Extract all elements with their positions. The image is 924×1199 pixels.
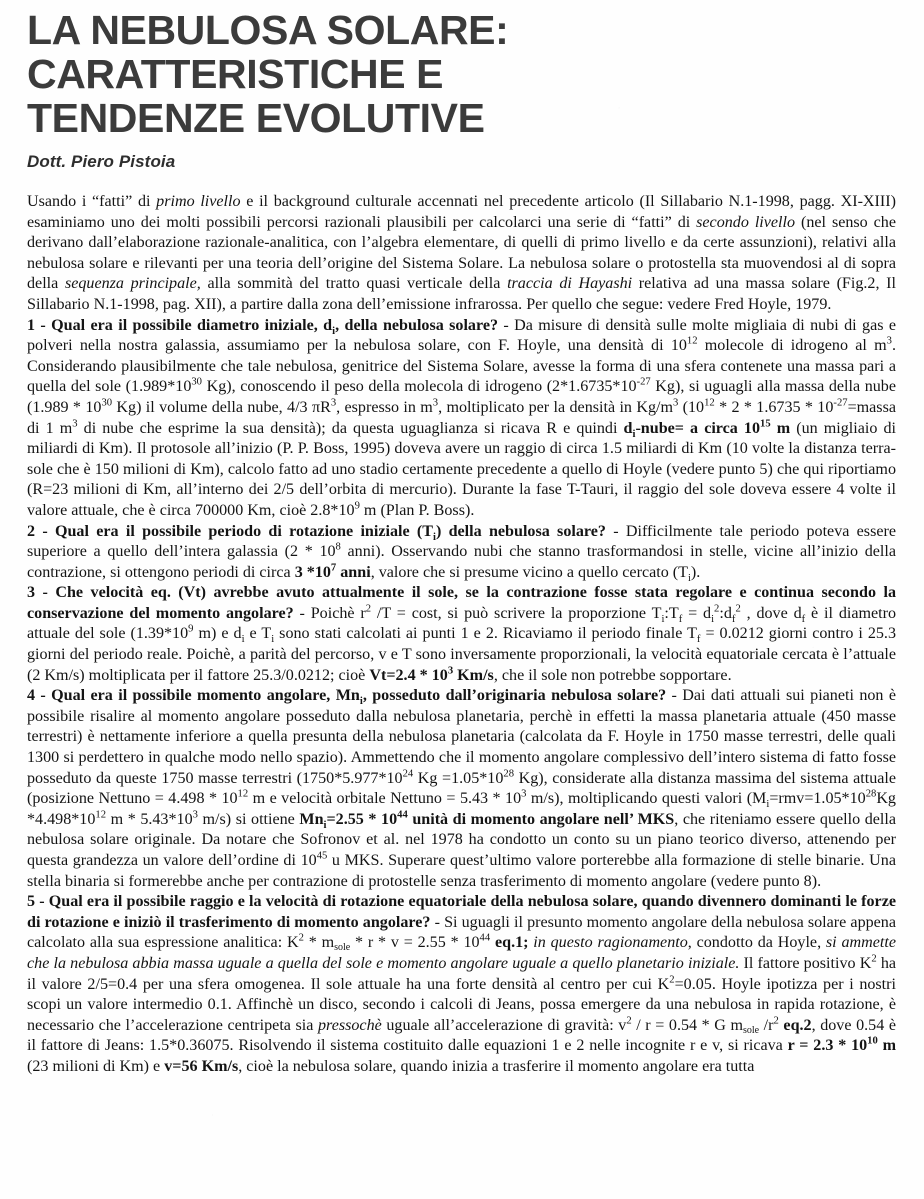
intro-italic-1: primo livello (156, 193, 241, 210)
section-2-heading: 2 - Qual era il possibile periodo di rotazione iniziale $(T_i)$ della nebulosa solare? (27, 522, 606, 543)
intro-italic-3: sequenza principale, (64, 275, 201, 293)
intro-text-3: (nel senso che derivano dall’elaborazione razionale-analitica, con l’algebra elementare, di quelli di primo livello e da certe assunzioni), relativi alla nebulosa solare e rilevanti per una teoria dell’origine del Sistema Solare. La nebulosa solare o protostella sta muovendosi al di sopra della (27, 213, 896, 293)
section-2-result: 3 $*10^7$ anni (294, 562, 371, 581)
intro-text-4: alla sommità del tratto quasi verticale della (200, 275, 508, 293)
intro-paragraph (27, 192, 896, 316)
section-5-heading: 5 - Qual era il possibile raggio e la velocità di rotazione equatoriale della nebulosa solare, quando divennero dominanti le forze di rotazione e iniziò il trasferimento di momento angolare? (27, 893, 896, 931)
article-body (27, 192, 896, 1078)
intro-italic-2: secondo livello (696, 213, 796, 231)
page-title (27, 0, 896, 140)
section-5-radius-result: $r = 2.3 * 10^{10}$ m (787, 1035, 897, 1055)
section-1-heading: 1 - Qual era il possibile diametro iniziale, $d_i$, della nebulosa solare? (27, 316, 499, 337)
author-byline: Dott. Piero Pistoia (27, 152, 176, 171)
intro-text-2: e il background culturale accennati nel precedente articolo (Il Sillabario N.1-1998, pagg. XI-XIII) esaminiamo uno dei molti possibili percorsi razionali plausibili per calcolarci una serie di “fatti” di (27, 193, 896, 231)
intro-text-5: relativa ad una massa solare (Fig.2, Il Sillabario N.1-1998, pag. XII), a partire dalla zona dell’emissione infrarossa. Per quello che segue: vedere Fred Hoyle, 1979. (27, 275, 896, 313)
intro-italic-4: traccia di Hayashi (507, 275, 633, 293)
section-1-result: $d_i-nube= a$ circa $10^{15}$ m (623, 418, 791, 440)
section-4-result: $Mn_i=2.55 * 10^{44}$ unità di momento angolare nell’ MKS (299, 809, 675, 832)
section-5-velocity-result: v=56 Km/s (164, 1057, 239, 1075)
section-1-paragraph: 1 - Qual era il possibile diametro iniziale, $d_i$, della nebulosa solare? - Da misure di densità sulle molte migliaia di nubi di gas e polveri nella nostra galassia, assumiamo per la nebulosa solare, con F. Hoyle, una densità di $10^{12}$ molecole di idrogeno al $m^3$. Considerando plausibilmente che tale nebulosa, genitrice del Sistema Solare, avesse la forma di una sfera contenete una massa pari a quella del sole ($1.989*10^{30}$ Kg), conoscendo il peso della molecola di idrogeno ($2*1.6735*10^{-27}$ Kg), si uguagli alla massa della nube ($1.989 * 10^{30}$ Kg) il volume della nube, 4/3 $\pi R^3$, espresso in $m^3$, moltiplicato per la densità in $Kg/m^3$ ($10^{12} * 2 * 1.6735$ * $10^{-27}=massa$ di 1 $m^3$ di nube che esprime la sua densità); da questa uguaglianza si ricava R e quindi $d_i-nube= a$ circa $10^{15}$ m (un migliaio di miliardi di Km). Il protosole all’inizio (P. P. Boss, 1995) doveva avere un raggio di circa 1.5 miliardi di Km (10 volte la distanza terra-sole che è 150 milioni di Km), calcolo fatto ad uno stadio certamente precedente a quello di Hoyle (vedere punto 5) che qui riportiamo (R=23 milioni di Km, all’interno dei 2/5 dell’orbita di mercurio). Durante la fase T-Tauri, il raggio del sole doveva essere 4 volte il valore attuale, che è circa 700000 Km, cioè $2.8*10^9$ m (Plan P. Boss). (27, 316, 896, 519)
page-content (27, 0, 896, 1078)
section-3-heading: 3 - Che velocità eq. (Vt) avrebbe avuto attualmente il sole, se la contrazione fosse stata regolare e continua secondo la conservazione del momento angolare? (27, 584, 896, 622)
section-3-paragraph: 3 - Che velocità eq. (Vt) avrebbe avuto attualmente il sole, se la contrazione fosse stata regolare e continua secondo la conservazione del momento angolare? - Poichè $r^2$ /T = cost, si può scrivere la proporzione $T_i:T_f$ = $d_i^2:d_f^2$ , dove $d_f$ è il diametro attuale del sole ($1.39*10^9$ m) e $d_i$ e $T_i$ sono stati calcolati ai punti 1 e 2. Ricaviamo il periodo finale $T_f = 0.0212$ giorni contro i 25.3 giorni del periodo reale. Poichè, a parità del percorso, v e T sono inversamente proporzionali, la velocità equatoriale cercata è l’attuale (2 Km/s) moltiplicata per il fattore 25.3/0.0212; cioè $Vt=2.4 * 10^3$ Km/s, che il sole non potrebbe sopportare. (27, 584, 897, 684)
intro-text-1: Usando i “fatti” di (27, 193, 157, 210)
title-line-3: TENDENZE EVOLUTIVE (27, 95, 485, 141)
section-3-result: $Vt=2.4 * 10^3$ Km/s (369, 665, 494, 684)
section-5-paragraph: 5 - Qual era il possibile raggio e la velocità di rotazione equatoriale della nebulosa solare, quando divennero dominanti le forze di rotazione e iniziò il trasferimento di momento angolare? - Si uguagli il presunto momento angolare della nebulosa solare appena calcolato alla sua espressione analitica: $K^2 * m_{sole} * r * v = 2.55 * 10^{44}$ eq.1; in questo ragionamento, condotto da Hoyle, si ammette che la nebulosa abbia massa uguale a quella del sole e momento angolare uguale a quello planetario iniziale. Il fattore positivo $K^2$ ha il valore 2/5=0.4 per una sfera omogenea. Il sole attuale ha una forte densità al centro per cui $K^2=0.05$. Hoyle ipotizza per i nostri scopi un valore intermedio 0.1. Affinchè un disco, secondo i calcoli di Jeans, possa emergere da una nebulosa in rapida rotazione, è necessario che l’accelerazione centripeta sia pressochè uguale all’accelerazione di gravità: $v^2 / r = 0.54 * G$ $m_{sole}$ $/r^2$ eq.2, dove 0.54 è il fattore di Jeans: 1.5*0.36075. Risolvendo il sistema costituito dalle equazioni 1 e 2 nelle incognite r e v, si ricava $r = 2.3 * 10^{10}$ m (23 milioni di Km) e v=56 Km/s, cioè la nebulosa solare, quando inizia a trasferire il momento angolare era tutta (27, 893, 897, 1075)
section-5-eq2-label: eq.2 (783, 1016, 812, 1034)
section-4-paragraph: 4 - Qual era il possibile momento angolare, $Mn_i$, posseduto dall’originaria nebulosa solare? - Dai dati attuali sui pianeti non è possibile risalire al momento angolare posseduto dalla nebulosa planetaria, perchè in effetti la massa planetaria attuale (450 masse terrestri) è nettamente inferiore a quella presunta della nebulosa planetaria (calcolata da F. Hoyle in 1750 masse terrestri, delle quali 1300 si perdettero in qualche modo nello spazio). Ammettendo che il momento angolare complessivo dell’intero sistema di fatto fosse posseduto da queste 1750 masse terrestri ($1750*5.977*10^{24}$ $Kg =1.05*10^{28}$ Kg), considerate alla distanza massima del sistema attuale (posizione Nettuno = $4.498 * 10^{12}$ m e velocità orbitale Nettuno = $5.43 * 10^3$ m/s), moltiplicando questi valori ($M_i=rmv=1.05*10^{28}Kg$ $*4.498*10^{12}$ m * $5.43*10^3$ m/s) si ottiene $Mn_i=2.55 * 10^{44}$ unità di momento angolare nell’ MKS, che riteniamo essere quello della nebulosa solare originale. Da notare che Sofronov et al. nel 1978 ha condotto un conto su un piano teorico diverso, attenendo per questa grandezza un valore dell’ordine di $10^{45}$ u MKS. Superare quest’ultimo valore porterebbe alla formazione di stelle binarie. Una stella binaria si formerebbe anche per contrazione di protostelle senza trasferimento di momento angolare (vedere punto 8). (27, 687, 896, 890)
section-2-paragraph: 2 - Qual era il possibile periodo di rotazione iniziale $(T_i)$ della nebulosa solare? - Difficilmente tale periodo poteva essere superiore a quello dell’intera galassia ($2 * 10^8$ anni). Osservando nubi che stanno trasformandosi in stelle, vicine all’inizio della contrazione, si ottengono periodi di circa 3 $*10^7$ anni, valore che si presume vicino a quello cercato $(T_i)$. (27, 522, 896, 584)
title-line-1: LA NEBULOSA SOLARE: (27, 7, 509, 53)
section-4-heading: 4 - Qual era il possibile momento angolare, $Mn_i$, posseduto dall’originaria nebulosa solare? (27, 687, 667, 708)
section-5-eq1-label: eq.1; (494, 934, 529, 952)
title-line-2: CARATTERISTICHE E (27, 51, 444, 97)
